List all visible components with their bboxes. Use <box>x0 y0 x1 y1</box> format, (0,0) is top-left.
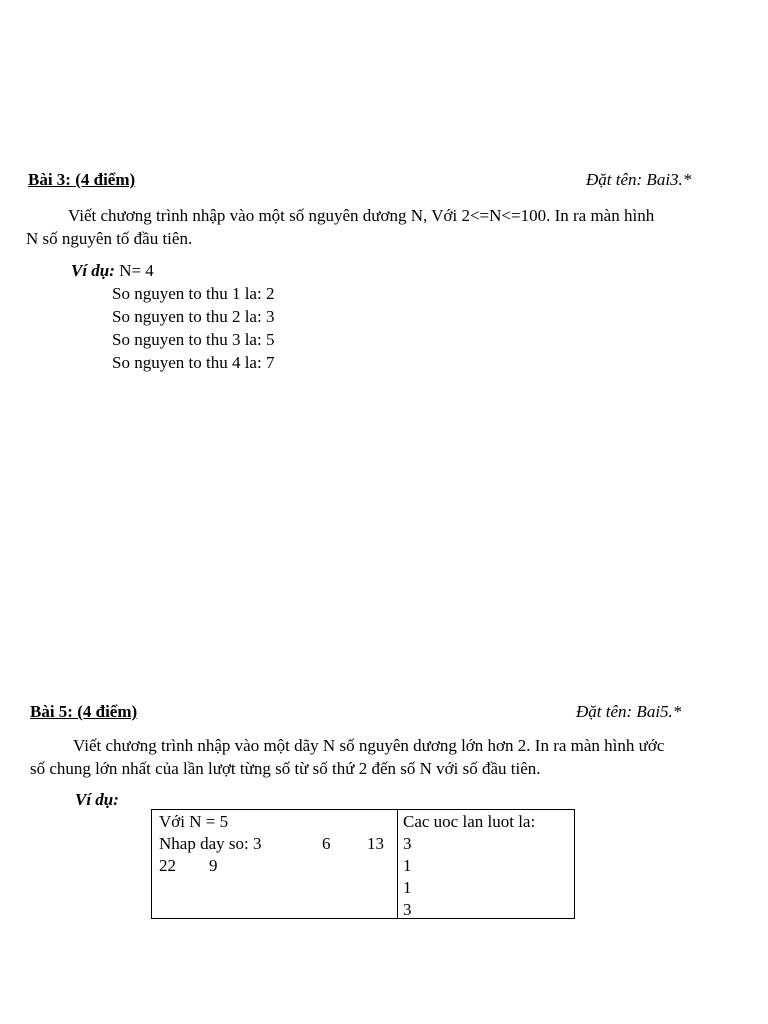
output-line: So nguyen to thu 4 la: 7 <box>112 353 275 372</box>
table-output-value: 1 <box>403 856 412 875</box>
output-line: So nguyen to thu 2 la: 3 <box>112 307 275 326</box>
table-output-column <box>403 811 535 921</box>
output-line: So nguyen to thu 3 la: 5 <box>112 330 275 349</box>
bai5-title: Bài 5: (4 điểm) <box>30 702 138 721</box>
table-input-value: 6 <box>322 834 331 853</box>
table-input-value: 9 <box>209 856 218 875</box>
table-output-value: 1 <box>403 878 412 897</box>
bai5-example-label: Ví dụ: <box>75 790 119 809</box>
bai3-example-input: N= 4 <box>114 261 154 280</box>
table-input-n: Với N = 5 <box>159 812 229 831</box>
table-output-value: 3 <box>403 834 412 853</box>
bai5-example-table <box>151 809 575 919</box>
bai3-description-line2: N số nguyên tố đầu tiên. <box>26 229 193 248</box>
bai3-filename: Đặt tên: Bai3.* <box>586 170 692 189</box>
table-output-header: Cac uoc lan luot la: <box>403 812 536 831</box>
bai3-description-line1: Viết chương trình nhập vào một số nguyên dương N, Với 2<=N<=100. In ra màn hình <box>68 206 655 225</box>
output-line: So nguyen to thu 1 la: 2 <box>112 284 275 303</box>
bai3-title: Bài 3: (4 điểm) <box>28 170 136 189</box>
bai3-example-label: Ví dụ: <box>71 261 115 280</box>
bai5-description-line1: Viết chương trình nhập vào một dãy N số nguyên dương lớn hơn 2. In ra màn hình ước <box>73 736 665 755</box>
bai3-example <box>71 260 154 282</box>
table-input-value: 22 <box>159 856 176 875</box>
table-output-value: 3 <box>403 900 412 919</box>
bai5-filename: Đặt tên: Bai5.* <box>576 702 682 721</box>
bai5-description-line2: số chung lớn nhất của lần lượt từng số từ số thứ 2 đến số N với số đầu tiên. <box>30 759 541 778</box>
table-input-value: 13 <box>367 834 384 853</box>
table-input-sequence-label: Nhap day so: 3 <box>159 834 262 853</box>
bai3-example-output <box>112 282 274 374</box>
table-divider <box>397 810 398 918</box>
